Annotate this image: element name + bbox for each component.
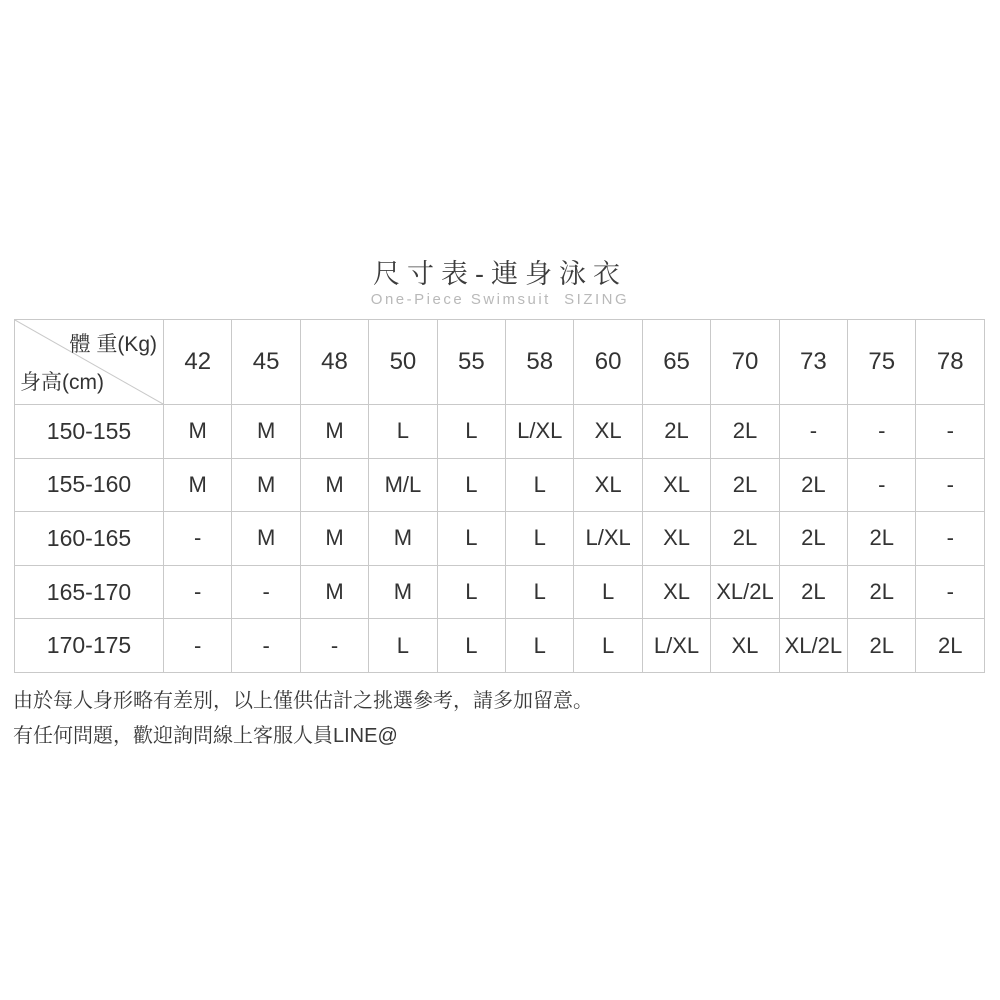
- table-row: [15, 512, 985, 566]
- height-row-label: 155-160: [15, 458, 164, 512]
- size-cell: M: [300, 512, 368, 566]
- table-row: [15, 458, 985, 512]
- size-cell: -: [916, 565, 985, 619]
- size-cell: L: [506, 512, 574, 566]
- size-cell: L: [574, 565, 642, 619]
- height-axis-label: 身高(cm): [20, 371, 104, 394]
- size-cell: -: [848, 458, 916, 512]
- size-cell: XL/2L: [711, 565, 779, 619]
- size-cell: -: [916, 458, 985, 512]
- note-line: 有任何問題，歡迎詢問線上客服人員LINE@: [13, 725, 398, 747]
- size-cell: 2L: [711, 405, 779, 459]
- size-cell: 2L: [642, 405, 710, 459]
- size-cell: -: [916, 405, 985, 459]
- size-cell: XL: [642, 512, 710, 566]
- size-cell: M: [232, 512, 300, 566]
- size-cell: 2L: [779, 512, 847, 566]
- weight-header-cell: 58: [506, 320, 574, 405]
- size-cell: 2L: [779, 565, 847, 619]
- size-cell: L: [437, 512, 505, 566]
- height-row-label: 170-175: [15, 619, 164, 673]
- size-cell: L: [369, 405, 437, 459]
- size-cell: M: [232, 405, 300, 459]
- notes-block: [13, 684, 593, 754]
- size-cell: L: [437, 565, 505, 619]
- size-cell: L: [437, 458, 505, 512]
- size-cell: L: [574, 619, 642, 673]
- height-row-label: 150-155: [15, 405, 164, 459]
- size-cell: L: [437, 619, 505, 673]
- weight-header-cell: 75: [848, 320, 916, 405]
- corner-cell: [15, 320, 164, 405]
- size-cell: -: [232, 565, 300, 619]
- table-row: [15, 619, 985, 673]
- size-cell: L/XL: [642, 619, 710, 673]
- size-cell: M: [164, 405, 232, 459]
- size-cell: -: [848, 405, 916, 459]
- size-cell: M: [300, 565, 368, 619]
- size-cell: -: [916, 512, 985, 566]
- table-row: [15, 565, 985, 619]
- size-cell: M: [300, 405, 368, 459]
- size-cell: L: [506, 458, 574, 512]
- size-cell: M: [164, 458, 232, 512]
- weight-header-cell: 55: [437, 320, 505, 405]
- size-cell: 2L: [711, 512, 779, 566]
- weight-header-cell: 65: [642, 320, 710, 405]
- height-row-label: 160-165: [15, 512, 164, 566]
- size-cell: M: [300, 458, 368, 512]
- size-cell: M: [369, 565, 437, 619]
- weight-header-cell: 42: [164, 320, 232, 405]
- size-table-body: [15, 405, 985, 673]
- height-row-label: 165-170: [15, 565, 164, 619]
- page-title: 尺寸表-連身泳衣: [373, 259, 627, 289]
- size-cell: XL: [642, 458, 710, 512]
- size-cell: M: [232, 458, 300, 512]
- header-row: [15, 320, 985, 405]
- size-cell: L: [506, 565, 574, 619]
- size-cell: 2L: [848, 565, 916, 619]
- weight-header-cell: 50: [369, 320, 437, 405]
- weight-header-cell: 73: [779, 320, 847, 405]
- weight-header-cell: 70: [711, 320, 779, 405]
- size-cell: 2L: [779, 458, 847, 512]
- size-cell: M: [369, 512, 437, 566]
- size-cell: XL: [574, 405, 642, 459]
- note-line: 由於每人身形略有差別，以上僅供估計之挑選參考，請多加留意。: [13, 690, 593, 712]
- weight-header-cell: 45: [232, 320, 300, 405]
- size-cell: 2L: [711, 458, 779, 512]
- table-row: [15, 405, 985, 459]
- size-cell: XL/2L: [779, 619, 847, 673]
- page-subtitle: One-Piece Swimsuit SIZING: [370, 291, 630, 308]
- size-cell: L: [506, 619, 574, 673]
- size-cell: -: [300, 619, 368, 673]
- weight-header-cell: 78: [916, 320, 985, 405]
- size-cell: 2L: [848, 512, 916, 566]
- size-cell: M/L: [369, 458, 437, 512]
- size-cell: -: [232, 619, 300, 673]
- size-cell: XL: [574, 458, 642, 512]
- size-cell: 2L: [848, 619, 916, 673]
- size-cell: XL: [711, 619, 779, 673]
- weight-header-cell: 60: [574, 320, 642, 405]
- size-cell: -: [164, 619, 232, 673]
- size-cell: -: [164, 565, 232, 619]
- weight-axis-label: 體 重(Kg): [69, 333, 157, 356]
- size-cell: L: [369, 619, 437, 673]
- size-table: [14, 319, 985, 673]
- size-cell: L: [437, 405, 505, 459]
- size-cell: 2L: [916, 619, 985, 673]
- size-cell: -: [164, 512, 232, 566]
- size-cell: XL: [642, 565, 710, 619]
- weight-header-cell: 48: [300, 320, 368, 405]
- size-cell: L/XL: [506, 405, 574, 459]
- size-cell: L/XL: [574, 512, 642, 566]
- size-cell: -: [779, 405, 847, 459]
